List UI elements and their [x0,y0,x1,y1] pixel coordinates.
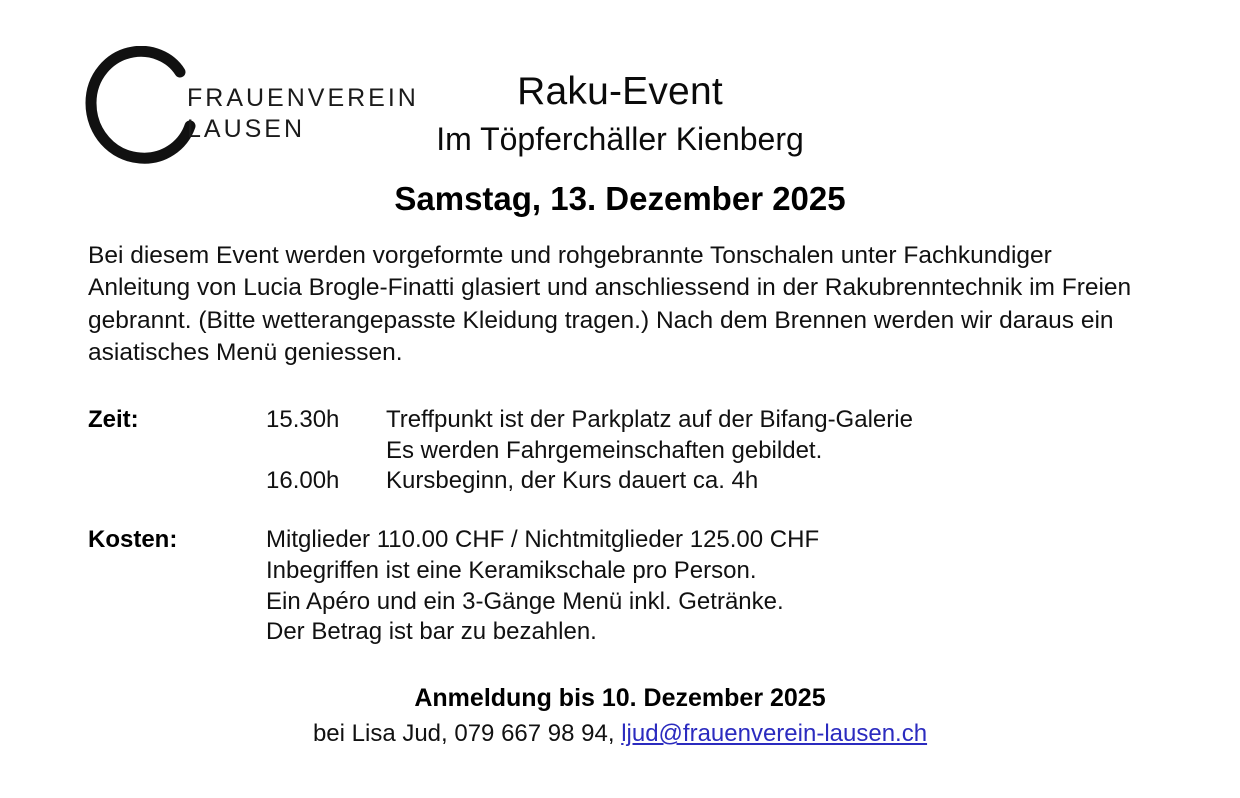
event-date: Samstag, 13. Dezember 2025 [394,179,846,217]
email-link[interactable]: ljud@frauenverein-lausen.ch [621,720,928,748]
cost-line-4: Der Betrag ist bar zu bezahlen. [266,618,597,646]
time-value-1: 15.30h [266,406,340,433]
cost-line-1: Mitglieder 110.00 CHF / Nichtmitglieder 125.00 CHF [266,526,820,554]
time-text-2: Es werden Fahrgemeinschaften gebildet. [386,436,823,464]
cost-row [88,525,1158,556]
registration-deadline: Anmeldung bis 10. Dezember 2025 [414,684,826,712]
time-row-3 [88,466,1158,497]
time-text-1: Treffpunkt ist der Parkplatz auf der Bifang-Galerie [386,406,913,433]
time-row-2 [88,436,1158,467]
contact-prefix: bei Lisa Jud, 079 667 98 94, [312,720,622,748]
footer-block [0,683,1240,749]
cost-body [88,556,1158,648]
time-value-3: 16.00h [266,467,340,495]
header-block [0,70,1240,218]
cost-line-2: Inbegriffen ist eine Keramikschale pro Person. [266,556,757,584]
time-label: Zeit: [88,406,139,433]
time-text-3: Kursbeginn, der Kurs dauert ca. 4h [386,467,759,495]
cost-label: Kosten: [88,526,178,554]
time-row-1 [88,405,1158,436]
details-block [88,405,1158,648]
contact-line [0,719,1240,749]
logo-line-2: LAUSEN [187,115,306,143]
cost-line-3: Ein Apéro und ein 3-Gänge Menü inkl. Getränke. [266,587,784,615]
page-title: Raku-Event [517,70,723,113]
logo-line-1: FRAUENVEREIN [187,84,419,112]
intro-paragraph: Bei diesem Event werden vorgeformte und rohgebrannte Tonschalen unter Fachkundiger Anleitung von Lucia Brogle-Finatti glasiert und anschliessend in der Rakubrenntechnik im Freien gebrannt. (Bitte wetterangepasste Kleidung tragen.) Nach dem Brennen werden wir daraus ein asiatisches Menü geniessen. [88,242,1132,366]
page-subtitle: Im Töpferchäller Kienberg [436,120,804,157]
